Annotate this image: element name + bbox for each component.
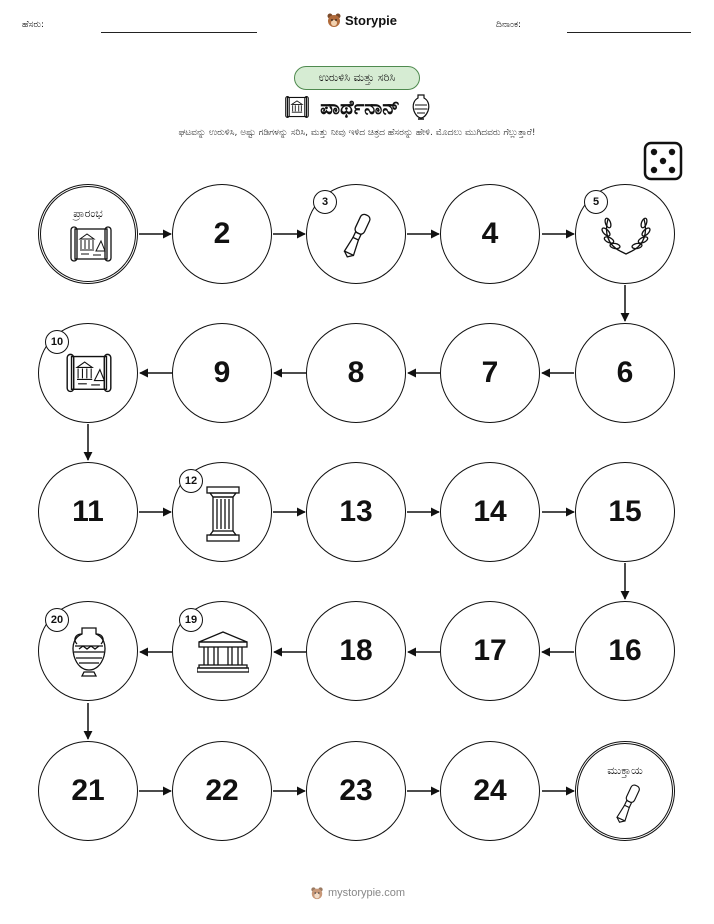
name-label: ಹೆಸರು: <box>22 20 45 30</box>
blueprint-scroll-icon <box>69 225 113 265</box>
footer-site[interactable]: mystorypie.com <box>328 887 406 899</box>
temple-icon <box>197 630 249 674</box>
bear-mascot-icon <box>310 886 324 900</box>
space-number: 8 <box>347 356 365 389</box>
space-18[interactable] <box>306 601 406 701</box>
amphora-icon <box>69 626 109 678</box>
space-number: 11 <box>72 495 104 528</box>
space-number: 6 <box>616 356 634 389</box>
space-tag-19: 19 <box>179 608 203 632</box>
space-11[interactable] <box>38 462 138 562</box>
space-13[interactable] <box>306 462 406 562</box>
space-tag-10: 10 <box>45 330 69 354</box>
space-number: 18 <box>339 634 373 667</box>
space-number: 13 <box>339 495 373 528</box>
space-number: 17 <box>473 634 507 667</box>
space-2[interactable] <box>172 184 272 284</box>
finish-space[interactable] <box>575 741 675 841</box>
space-23[interactable] <box>306 741 406 841</box>
date-label: ದಿನಾಂಕ: <box>496 20 522 30</box>
column-icon <box>205 485 241 543</box>
space-9[interactable] <box>172 323 272 423</box>
chisel-icon <box>341 211 373 261</box>
space-15[interactable] <box>575 462 675 562</box>
blueprint-scroll-icon <box>65 352 113 396</box>
space-number: 7 <box>481 356 499 389</box>
space-tag-20: 20 <box>45 608 69 632</box>
space-8[interactable] <box>306 323 406 423</box>
finish-label: ಮುಕ್ತಾಯ <box>607 764 643 777</box>
space-tag-3: 3 <box>313 190 337 214</box>
space-number: 9 <box>213 356 231 389</box>
space-4[interactable] <box>440 184 540 284</box>
space-number: 2 <box>213 217 231 250</box>
footer <box>310 886 405 900</box>
game-type-text: ಉರುಳಿಸಿ ಮತ್ತು ಸರಿಸಿ <box>318 71 396 84</box>
space-22[interactable] <box>172 741 272 841</box>
start-space[interactable] <box>38 184 138 284</box>
space-number: 22 <box>205 774 239 807</box>
space-number: 21 <box>71 774 105 807</box>
space-7[interactable] <box>440 323 540 423</box>
laurel-wreath-icon <box>600 213 652 257</box>
title-text: ಪಾರ್ಥೆನಾನ್ <box>320 95 400 119</box>
chisel-icon <box>614 782 642 826</box>
space-16[interactable] <box>575 601 675 701</box>
space-number: 15 <box>608 495 642 528</box>
space-24[interactable] <box>440 741 540 841</box>
space-number: 16 <box>608 634 642 667</box>
space-tag-12: 12 <box>179 469 203 493</box>
space-number: 23 <box>339 774 373 807</box>
space-tag-5: 5 <box>584 190 608 214</box>
space-21[interactable] <box>38 741 138 841</box>
space-14[interactable] <box>440 462 540 562</box>
space-6[interactable] <box>575 323 675 423</box>
brand-name: Storypie <box>345 12 398 28</box>
instructions: ಘಟವನ್ನು ಉರುಳಿಸಿ, ಅಷ್ಟು ಗಡಿಗಳನ್ನು ಸರಿಸಿ, ಮತ್ತು ನೀವು ಇಳಿದ ಚಿತ್ರದ ಹೆಸರನ್ನು ಹೇಳಿ. ಮೊದಲು ಮುಗಿದವರು ಗೆಲ್ಲುತ್ತಾರೆ! <box>178 128 536 138</box>
space-number: 4 <box>481 217 499 250</box>
space-17[interactable] <box>440 601 540 701</box>
space-number: 14 <box>473 495 507 528</box>
space-number: 24 <box>473 774 507 807</box>
start-label: ಪ್ರಾರಂಭ <box>73 207 103 220</box>
